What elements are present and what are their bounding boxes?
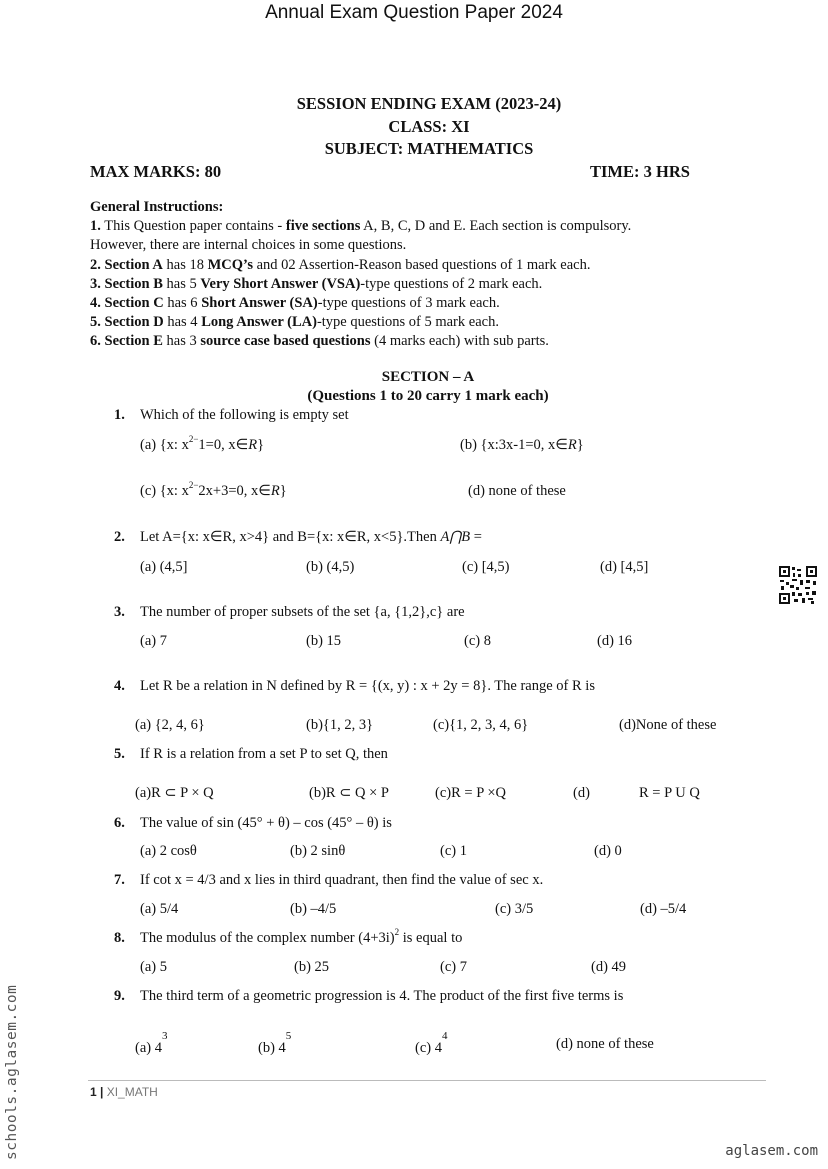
option-b: (b) 15 <box>306 633 342 649</box>
question-text: The number of proper subsets of the set {a, {1,2},c} are <box>140 604 465 620</box>
option-a: (a)R ⊂ P × Q <box>135 785 214 801</box>
option-b: (b){1, 2, 3} <box>306 717 374 733</box>
question-number: 8. <box>114 930 125 946</box>
option-a: (a) 7 <box>140 633 167 649</box>
instruction-line <box>90 257 590 274</box>
option-c: (c) [4,5) <box>462 559 510 575</box>
option-a: (a) $4^3$ <box>135 1030 168 1056</box>
instruction-bold: 2. Section A <box>90 257 163 273</box>
question-number: 4. <box>114 678 125 694</box>
qr-code-icon <box>778 565 818 605</box>
option-d: (d) 0 <box>594 843 622 859</box>
option-d: (d) none of these <box>556 1036 654 1052</box>
instruction-text: has 5 <box>162 276 201 292</box>
option-b: (b) 25 <box>294 959 330 975</box>
section-title: SECTION – A <box>381 369 475 385</box>
instruction-bold: 4. Section C <box>90 295 164 311</box>
footer-separator: | <box>96 1085 107 1099</box>
option-a: (a) {2, 4, 6} <box>135 717 205 733</box>
option-c: (c)R = P ×Q <box>435 785 506 801</box>
option-c: (c) 1 <box>440 843 467 859</box>
instruction-bold: 5. Section D <box>90 314 164 330</box>
instruction-line <box>90 218 631 235</box>
option-a: (a) 2 cosθ <box>140 843 197 859</box>
option-d: (d) [4,5] <box>600 559 649 575</box>
instruction-bold: 3. Section B <box>90 276 163 292</box>
instruction-bold: Long Answer (LA) <box>201 314 317 330</box>
option-b: (b) {x:3x-1=0, x∈R} <box>460 437 584 453</box>
instruction-text: -type questions of 5 mark each. <box>316 314 499 330</box>
instruction-text: and 02 Assertion-Reason based questions of 1 mark each. <box>253 257 591 273</box>
instruction-line <box>90 276 542 293</box>
question-number: 1. <box>114 407 125 423</box>
instruction-bold: source case based questions <box>200 333 371 349</box>
instruction-text: This Question paper contains - <box>100 218 286 234</box>
section-subtitle: (Questions 1 to 20 carry 1 mark each) <box>307 388 549 404</box>
instruction-bold: 6. Section E <box>90 333 163 349</box>
question-number: 2. <box>114 529 125 545</box>
option-a: (a) (4,5] <box>140 559 188 575</box>
instruction-text: -type questions of 3 mark each. <box>317 295 500 311</box>
instruction-text: (4 marks each) with sub parts. <box>370 333 549 349</box>
instruction-text: has 18 <box>162 257 208 273</box>
option-d: (d) <box>573 785 590 801</box>
option-b: (b) $4^5$ <box>258 1030 292 1056</box>
option-a: (a) {x: $x^{2-}1=0$, x∈R} <box>140 434 265 453</box>
instruction-line: However, there are internal choices in some questions. <box>90 237 407 253</box>
max-marks: MAX MARKS: 80 <box>90 162 222 181</box>
option-d: (d)None of these <box>619 717 717 733</box>
option-c: (c){1, 2, 3, 4, 6} <box>433 717 529 733</box>
instruction-text: has 3 <box>162 333 201 349</box>
banner-title: Annual Exam Question Paper 2024 <box>265 2 563 23</box>
option-b: (b) (4,5) <box>306 559 355 575</box>
option-a: (a) 5 <box>140 959 167 975</box>
class-title: CLASS: XI <box>388 117 470 136</box>
instruction-line <box>90 333 549 350</box>
instruction-line <box>90 295 500 312</box>
question-number: 5. <box>114 746 125 762</box>
option-d: (d) none of these <box>468 483 566 499</box>
question-text: The value of sin (45° + θ) – cos (45° – θ) is <box>140 815 392 831</box>
question-number: 6. <box>114 815 125 831</box>
question-number: 7. <box>114 872 125 888</box>
time-allowed: TIME: 3 HRS <box>590 162 690 181</box>
instruction-number: 1. <box>90 218 101 234</box>
question-text: If cot x = 4/3 and x lies in third quadrant, then find the value of sec x. <box>140 872 544 888</box>
option-d-text: R = P U Q <box>639 785 700 801</box>
instruction-text: A, B, C, D and E. Each section is compulsory. <box>360 218 632 234</box>
option-b: (b) 2 sinθ <box>290 843 346 859</box>
instruction-text: has 6 <box>163 295 202 311</box>
question-text: The third term of a geometric progression is 4. The product of the first five terms is <box>140 988 624 1004</box>
instruction-bold: Short Answer (SA) <box>201 295 318 311</box>
page-footer <box>90 1085 158 1099</box>
option-d: (d) –5/4 <box>640 901 687 917</box>
question-text: Let R be a relation in N defined by R = {(x, y) : x + 2y = 8}. The range of R is <box>140 678 595 694</box>
side-watermark: schools.aglasem.com <box>4 984 20 1160</box>
question-number: 3. <box>114 604 125 620</box>
instruction-bold: MCQ’s <box>207 257 253 273</box>
question-text: The modulus of the complex number $(4+3i)^2$ is equal to <box>140 927 463 946</box>
option-c: (c) 7 <box>440 959 467 975</box>
question-text: If R is a relation from a set P to set Q, then <box>140 746 388 762</box>
subject-title: SUBJECT: MATHEMATICS <box>324 139 534 158</box>
question-text: Which of the following is empty set <box>140 407 349 423</box>
instructions-heading: General Instructions: <box>90 199 224 215</box>
bottom-watermark: aglasem.com <box>725 1143 818 1159</box>
instruction-text: has 4 <box>163 314 202 330</box>
instruction-bold: five sections <box>285 218 361 234</box>
option-a: (a) 5/4 <box>140 901 179 917</box>
option-b: (b) –4/5 <box>290 901 337 917</box>
footer-divider <box>88 1080 766 1081</box>
question-number: 9. <box>114 988 125 1004</box>
footer-label: XI_MATH <box>106 1085 158 1099</box>
instruction-line <box>90 314 499 331</box>
instruction-bold: Very Short Answer (VSA) <box>200 276 361 292</box>
option-d: (d) 16 <box>597 633 633 649</box>
option-b: (b)R ⊂ Q × P <box>309 785 389 801</box>
option-d: (d) 49 <box>591 959 627 975</box>
exam-title: SESSION ENDING EXAM (2023-24) <box>296 94 562 113</box>
option-c: (c) $4^4$ <box>415 1030 448 1056</box>
page-number: 1 <box>90 1085 97 1099</box>
instruction-text: -type questions of 2 mark each. <box>360 276 543 292</box>
option-c: (c) {x: $x^{2-}2x+3=0$, x∈R} <box>140 480 287 499</box>
question-text: Let A={x: x∈R, x>4} and B={x: x∈R, x<5}.Then A⋂B = <box>140 529 482 545</box>
option-c: (c) 3/5 <box>495 901 534 917</box>
option-c: (c) 8 <box>464 633 491 649</box>
